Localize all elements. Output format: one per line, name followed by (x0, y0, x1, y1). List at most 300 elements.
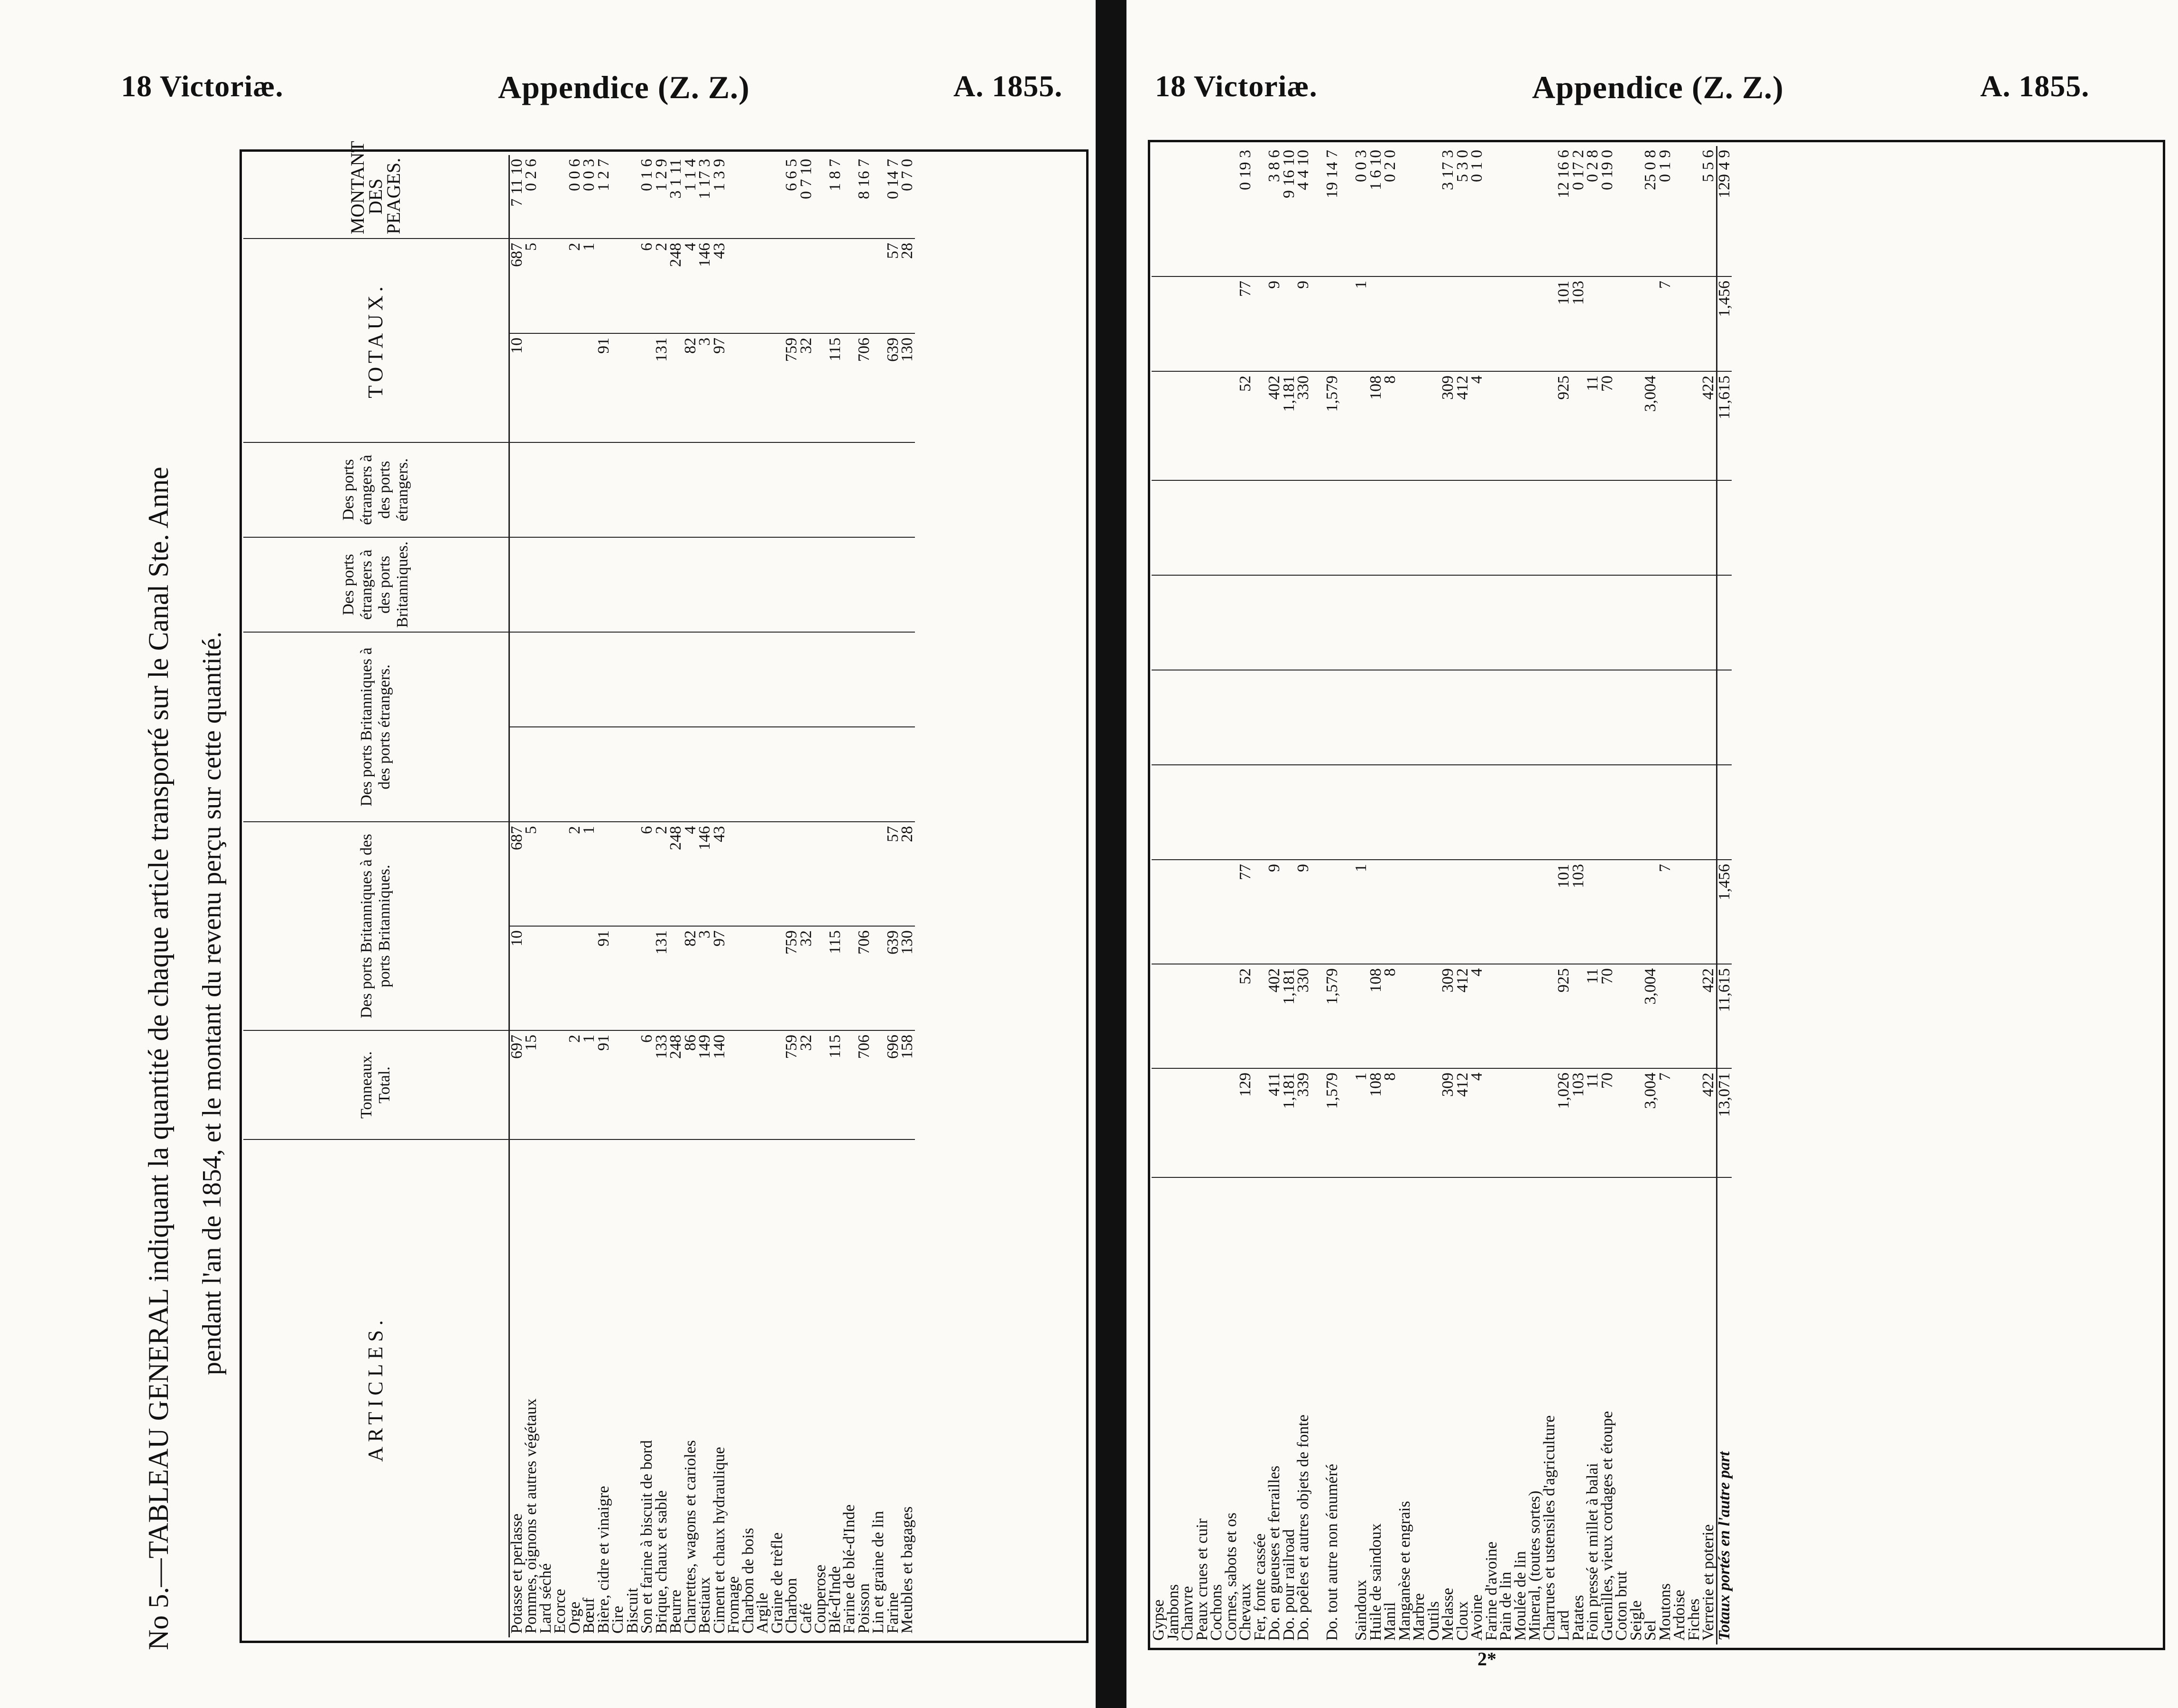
cell-empty (828, 537, 843, 632)
cell-tot-descente (1687, 276, 1702, 371)
cell-empty (1152, 480, 1166, 575)
total-tot-descente: 1,456 (1717, 276, 1732, 371)
article-name: Fiches (1685, 1598, 1703, 1641)
cell-empty (1311, 670, 1326, 765)
running-head-center: Appendice (Z. Z.) (498, 69, 750, 105)
cell-brit-descente (1600, 860, 1615, 964)
cell-brit-montee: 91 (597, 926, 611, 1030)
cell-total (813, 1030, 828, 1139)
cell-brit-montee (568, 926, 582, 1030)
article-name: Lard (1555, 1610, 1573, 1641)
cell-tot-montee (1528, 371, 1542, 480)
table-row (1600, 146, 1615, 1644)
cell-total (1412, 1068, 1427, 1177)
cell-empty (871, 442, 886, 537)
cell-amount (1209, 146, 1224, 276)
cell-brit-montee: 10 (509, 926, 524, 1030)
cell-amount: 0 17 2 (1571, 146, 1586, 276)
cell-tot-descente: 103 (1571, 276, 1586, 371)
cell-amount: 1 17 3 (698, 155, 712, 239)
cell-amount: 12 16 6 (1557, 146, 1571, 276)
cell-empty (1253, 480, 1268, 575)
cell-tot-descente (871, 239, 886, 333)
col-totaux: TOTAUX. (243, 239, 509, 442)
article-name: Cornes, sabots et os (1222, 1512, 1240, 1641)
cell-tot-descente (597, 239, 611, 333)
cell-empty (669, 537, 683, 632)
cell-empty (1181, 670, 1195, 765)
cell-tot-descente: 101 (1557, 276, 1571, 371)
table-row (1571, 146, 1586, 1644)
cell-empty (553, 442, 568, 537)
article-name: Sel (1642, 1620, 1660, 1641)
cell-tot-descente: 2 (655, 239, 669, 333)
table-row (770, 155, 785, 1637)
article-name: Charbon de bois (739, 1528, 757, 1634)
cell-empty (828, 632, 843, 727)
cell-empty (1238, 575, 1253, 670)
col-etr-brit: Des ports étrangers à des ports Britanniques. (243, 537, 509, 632)
cell-empty (1412, 670, 1427, 765)
cell-amount (1615, 146, 1629, 276)
cell-brit-montee (1181, 964, 1195, 1068)
article-name: Lin et graine de lin (869, 1511, 887, 1634)
cell-tot-montee: 32 (799, 333, 814, 442)
cell-brit-montee (524, 926, 539, 1030)
cell-total (1672, 1068, 1687, 1177)
col-articles: ARTICLES. (243, 1139, 509, 1637)
cell-tot-montee: 97 (712, 333, 727, 442)
cell-empty (727, 537, 741, 632)
cell-amount (1499, 146, 1514, 276)
cell-total (1398, 1068, 1412, 1177)
cell-empty (539, 537, 554, 632)
cell-empty (842, 727, 857, 822)
cell-empty (1717, 575, 1732, 670)
cell-brit-descente (1672, 860, 1687, 964)
cell-tot-descente (857, 239, 872, 333)
cell-amount (871, 155, 886, 239)
cell-brit-montee (1514, 964, 1528, 1068)
cell-total: 3,004 (1643, 1068, 1658, 1177)
cell-total: 1,181 (1282, 1068, 1297, 1177)
cell-empty (1354, 670, 1369, 765)
cell-brit-montee: 4 (1470, 964, 1485, 1068)
cell-tot-descente (1586, 276, 1600, 371)
cell-empty (813, 727, 828, 822)
cell-tot-montee (1354, 371, 1369, 480)
cell-empty (1643, 575, 1658, 670)
cell-brit-descente: 687 (509, 822, 524, 926)
cell-brit-montee: 82 (683, 926, 698, 1030)
cell-brit-montee (1528, 964, 1542, 1068)
table-row (1586, 146, 1600, 1644)
table-row (640, 155, 655, 1637)
cell-tot-montee: 1,579 (1325, 371, 1340, 480)
article-name: Fer, fonte cassée (1251, 1533, 1269, 1641)
cell-total: 149 (698, 1030, 712, 1139)
cell-empty (698, 632, 712, 727)
article-name: Cochons (1208, 1584, 1226, 1641)
cell-empty (1267, 670, 1282, 765)
cell-brit-descente (1441, 860, 1456, 964)
table-row (1325, 146, 1340, 1644)
article-name: Lard séché (536, 1563, 554, 1634)
cell-amount: 0 0 3 (1354, 146, 1369, 276)
cell-empty (640, 727, 655, 822)
cell-empty (1253, 670, 1268, 765)
cell-amount: 7 11 10 (509, 155, 524, 239)
cell-total (611, 1030, 626, 1139)
table-row (1672, 146, 1687, 1644)
cell-empty (1354, 575, 1369, 670)
cell-brit-descente (1514, 860, 1528, 964)
cell-empty (539, 632, 554, 727)
cell-empty (1427, 575, 1441, 670)
article-name (1340, 1177, 1355, 1644)
cell-empty (1369, 480, 1384, 575)
table-title: No 5.—TABLEAU GENERAL indiquant la quantité de chaque article transporté sur le Canal Ste. Anne (143, 467, 174, 1650)
cell-brit-descente (1311, 860, 1326, 964)
cell-empty (640, 442, 655, 537)
cell-empty (1441, 575, 1456, 670)
article-name: Bestiaux (696, 1577, 714, 1634)
totals-label: Totaux portés en l'autre part (1717, 1177, 1732, 1644)
article-name: Son et farine à biscuit de bord (638, 1440, 656, 1634)
cell-empty (1499, 670, 1514, 765)
cell-brit-descente: 2 (568, 822, 582, 926)
cell-empty (1166, 765, 1181, 860)
cell-brit-descente (842, 822, 857, 926)
right-data-table (1152, 146, 1732, 1644)
cell-empty (1224, 765, 1239, 860)
cell-empty (509, 537, 524, 632)
cell-empty (1398, 670, 1412, 765)
article-name: Farine de blé-d'Inde (840, 1504, 858, 1634)
table-row (611, 155, 626, 1637)
cell-empty (1253, 765, 1268, 860)
cell-empty (1658, 575, 1673, 670)
cell-tot-descente: 6 (640, 239, 655, 333)
cell-empty (1586, 765, 1600, 860)
cell-brit-descente (813, 822, 828, 926)
cell-tot-descente (1470, 276, 1485, 371)
cell-empty (1181, 480, 1195, 575)
cell-empty (886, 537, 901, 632)
cell-tot-descente: 57 (886, 239, 901, 333)
cell-empty (842, 442, 857, 537)
cell-empty (582, 442, 597, 537)
cell-tot-descente (1528, 276, 1542, 371)
cell-empty (1340, 670, 1355, 765)
cell-amount (1514, 146, 1528, 276)
article-name: Cloux (1453, 1601, 1471, 1641)
cell-empty (842, 632, 857, 727)
cell-empty (1643, 670, 1658, 765)
cell-empty (1354, 480, 1369, 575)
article-name: Gypse (1150, 1599, 1168, 1641)
totals-row (1717, 146, 1732, 1644)
cell-empty (1542, 765, 1557, 860)
cell-empty (1514, 765, 1528, 860)
cell-tot-montee (1615, 371, 1629, 480)
table-row (1470, 146, 1485, 1644)
cell-brit-montee: 309 (1441, 964, 1456, 1068)
table-row (871, 155, 886, 1637)
cell-empty (1369, 575, 1384, 670)
cell-tot-descente (626, 239, 640, 333)
cell-amount: 1 1 4 (683, 155, 698, 239)
cell-empty (1383, 480, 1398, 575)
article-name: Do. en gueuses et ferrailles (1265, 1465, 1283, 1641)
table-row (1542, 146, 1557, 1644)
cell-empty (1340, 765, 1355, 860)
cell-total: 411 (1267, 1068, 1282, 1177)
cell-empty (1398, 765, 1412, 860)
cell-brit-descente: 9 (1296, 860, 1311, 964)
cell-brit-montee (1485, 964, 1499, 1068)
article-name: Farine d'avoine (1482, 1541, 1500, 1641)
cell-empty (1311, 575, 1326, 670)
cell-total (741, 1030, 756, 1139)
cell-empty (1672, 765, 1687, 860)
cell-tot-descente (1629, 276, 1644, 371)
article-name: Patates (1569, 1595, 1587, 1641)
cell-brit-montee (842, 926, 857, 1030)
article-name: Charbon (783, 1578, 801, 1634)
cell-brit-montee: 97 (712, 926, 727, 1030)
cell-empty (1499, 480, 1514, 575)
cell-tot-descente (1701, 276, 1717, 371)
cell-brit-descente (1485, 860, 1499, 964)
cell-tot-descente (1672, 276, 1687, 371)
cell-total (1152, 1068, 1166, 1177)
cell-tot-montee (640, 333, 655, 442)
cell-empty (1485, 480, 1499, 575)
total-amount: 129 4 9 (1717, 146, 1732, 276)
cell-empty (1456, 670, 1470, 765)
cell-empty (1340, 575, 1355, 670)
cell-tot-descente (1181, 276, 1195, 371)
cell-empty (712, 727, 727, 822)
cell-empty (1296, 765, 1311, 860)
cell-amount (727, 155, 741, 239)
cell-empty (1586, 670, 1600, 765)
cell-empty (857, 442, 872, 537)
cell-brit-descente (1499, 860, 1514, 964)
cell-empty (871, 727, 886, 822)
cell-total (626, 1030, 640, 1139)
cell-empty (1586, 480, 1600, 575)
cell-tot-descente (1383, 276, 1398, 371)
article-name: Fromage (725, 1576, 743, 1634)
cell-amount: 1 8 7 (828, 155, 843, 239)
table-row (669, 155, 683, 1637)
cell-amount: 19 14 7 (1325, 146, 1340, 276)
cell-tot-montee: 8 (1383, 371, 1398, 480)
cell-empty (568, 442, 582, 537)
total-brit-montee: 11,615 (1717, 964, 1732, 1068)
cell-brit-montee: 3,004 (1643, 964, 1658, 1068)
article-name: Farine (884, 1592, 902, 1634)
cell-empty (1643, 480, 1658, 575)
cell-tot-montee (669, 333, 683, 442)
cell-tot-descente (828, 239, 843, 333)
cell-brit-descente (1209, 860, 1224, 964)
cell-empty (1296, 670, 1311, 765)
cell-tot-montee (1152, 371, 1166, 480)
article-name: Coton brut (1613, 1571, 1631, 1641)
cell-brit-descente (1629, 860, 1644, 964)
cell-tot-montee (1209, 371, 1224, 480)
cell-empty (582, 537, 597, 632)
cell-empty (509, 727, 524, 822)
cell-empty (1701, 670, 1717, 765)
cell-amount (1398, 146, 1412, 276)
cell-tot-descente (1600, 276, 1615, 371)
cell-brit-descente: 1 (1354, 860, 1369, 964)
cell-brit-descente (597, 822, 611, 926)
cell-tot-montee: 925 (1557, 371, 1571, 480)
cell-brit-montee: 639 (886, 926, 901, 1030)
cell-empty (1687, 765, 1702, 860)
running-head-left-r: 18 Victoriæ. (1155, 69, 1318, 103)
running-head-right-r: A. 1855. (1980, 69, 2090, 103)
cell-empty (1209, 765, 1224, 860)
cell-empty (568, 727, 582, 822)
cell-tot-montee (539, 333, 554, 442)
cell-empty (539, 727, 554, 822)
table-row (568, 155, 582, 1637)
cell-amount (1181, 146, 1195, 276)
cell-empty (611, 537, 626, 632)
table-row (1615, 146, 1629, 1644)
cell-empty (1499, 575, 1514, 670)
article-name: Pain de lin (1497, 1571, 1515, 1641)
cell-tot-descente (799, 239, 814, 333)
cell-brit-descente (1586, 860, 1600, 964)
cell-total (1514, 1068, 1528, 1177)
cell-empty (857, 632, 872, 727)
cell-empty (1412, 480, 1427, 575)
cell-empty (1224, 670, 1239, 765)
article-name: Couperose (812, 1564, 830, 1634)
cell-empty (597, 727, 611, 822)
cell-empty (756, 632, 770, 727)
cell-empty (770, 632, 785, 727)
cell-brit-descente (553, 822, 568, 926)
cell-brit-descente (1412, 860, 1427, 964)
cell-tot-montee (1412, 371, 1427, 480)
cell-tot-montee (1340, 371, 1355, 480)
cell-brit-montee: 130 (900, 926, 915, 1030)
cell-empty (1470, 480, 1485, 575)
cell-brit-montee (1398, 964, 1412, 1068)
cell-brit-montee: 925 (1557, 964, 1571, 1068)
cell-empty (1296, 480, 1311, 575)
cell-brit-descente (1398, 860, 1412, 964)
cell-empty (683, 442, 698, 537)
table-row (1224, 146, 1239, 1644)
cell-tot-montee (1181, 371, 1195, 480)
cell-total (553, 1030, 568, 1139)
cell-total: 86 (683, 1030, 698, 1139)
article-name: Ecorce (551, 1589, 569, 1634)
cell-empty (524, 537, 539, 632)
cell-brit-descente (1427, 860, 1441, 964)
cell-total: 697 (509, 1030, 524, 1139)
article-name: Jambons (1164, 1584, 1182, 1641)
cell-total: 339 (1296, 1068, 1311, 1177)
article-name: Blé-d'Inde (826, 1566, 844, 1634)
cell-empty (611, 727, 626, 822)
cell-brit-montee (640, 926, 655, 1030)
cell-brit-montee: 1,181 (1282, 964, 1297, 1068)
table-row (813, 155, 828, 1637)
cell-brit-montee (1152, 964, 1166, 1068)
cell-empty (1717, 670, 1732, 765)
cell-empty (1441, 765, 1456, 860)
cell-amount: 1 2 7 (597, 155, 611, 239)
cell-empty (1470, 575, 1485, 670)
table-row (698, 155, 712, 1637)
cell-empty (1514, 480, 1528, 575)
cell-empty (1629, 765, 1644, 860)
cell-tot-montee: 82 (683, 333, 698, 442)
cell-amount: 0 0 3 (582, 155, 597, 239)
cell-empty (1267, 575, 1282, 670)
cell-total: 115 (828, 1030, 843, 1139)
cell-empty (1658, 480, 1673, 575)
cell-amount: 0 1 0 (1470, 146, 1485, 276)
cell-tot-montee (582, 333, 597, 442)
cell-brit-montee (539, 926, 554, 1030)
cell-total (1166, 1068, 1181, 1177)
cell-empty (698, 727, 712, 822)
cell-amount (1152, 146, 1166, 276)
cell-empty (770, 442, 785, 537)
cell-brit-descente: 9 (1267, 860, 1282, 964)
cell-empty (1528, 765, 1542, 860)
cell-tot-descente (1311, 276, 1326, 371)
article-name: Biscuit (623, 1588, 641, 1634)
cell-empty (1557, 575, 1571, 670)
cell-amount (813, 155, 828, 239)
cell-empty (509, 632, 524, 727)
cell-empty (1238, 480, 1253, 575)
cell-empty (1166, 575, 1181, 670)
cell-empty (1717, 765, 1732, 860)
cell-amount: 9 16 10 (1282, 146, 1297, 276)
cell-brit-descente (611, 822, 626, 926)
cell-amount (1195, 146, 1210, 276)
table-row (683, 155, 698, 1637)
cell-amount (741, 155, 756, 239)
table-row (1238, 146, 1253, 1644)
cell-tot-descente (539, 239, 554, 333)
right-page (1126, 0, 2178, 1708)
cell-brit-descente (1701, 860, 1717, 964)
cell-total (1340, 1068, 1355, 1177)
cell-empty (683, 727, 698, 822)
cell-tot-montee: 402 (1267, 371, 1282, 480)
cell-brit-montee: 11 (1586, 964, 1600, 1068)
cell-empty (1311, 480, 1326, 575)
cell-empty (727, 632, 741, 727)
cell-brit-montee (611, 926, 626, 1030)
cell-brit-montee: 1,579 (1325, 964, 1340, 1068)
cell-tot-descente (1340, 276, 1355, 371)
